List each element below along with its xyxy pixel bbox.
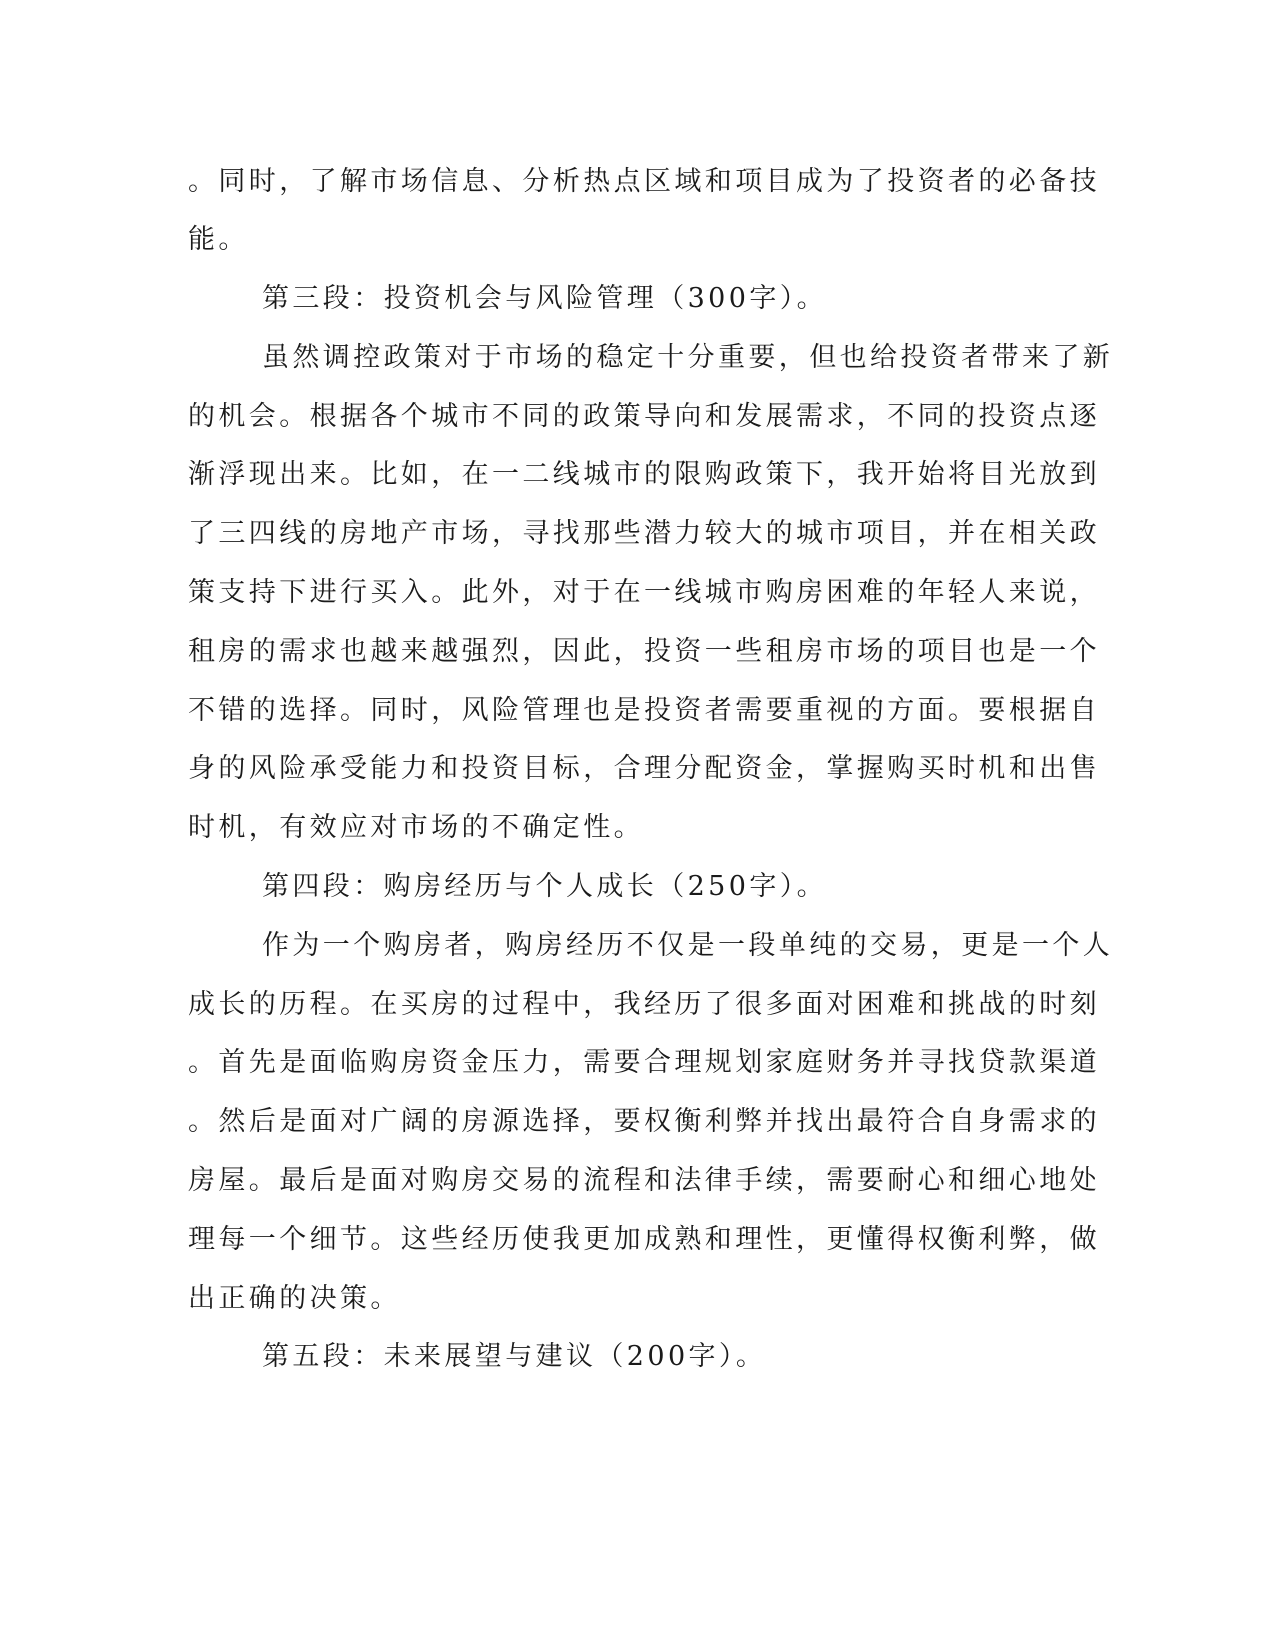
section-heading-3: 第三段：投资机会与风险管理（300字）。: [262, 283, 828, 314]
text-line-14: 作为一个购房者，购房经历不仅是一段单纯的交易，更是一个人: [262, 930, 1114, 961]
text-line-7: 了三四线的房地产市场，寻找那些潜力较大的城市项目，并在相关政: [188, 518, 1100, 549]
text-line-19: 理每一个细节。这些经历使我更加成熟和理性，更懂得权衡利弊，做: [188, 1224, 1100, 1255]
text-line-1: 。同时，了解市场信息、分析热点区域和项目成为了投资者的必备技: [188, 166, 1100, 197]
text-line-20: 出正确的决策。: [188, 1283, 401, 1314]
text-line-17: 。然后是面对广阔的房源选择，要权衡利弊并找出最符合自身需求的: [188, 1106, 1100, 1137]
section-heading-4: 第四段：购房经历与个人成长（250字）。: [262, 871, 828, 902]
text-line-4: 虽然调控政策对于市场的稳定十分重要，但也给投资者带来了新: [262, 342, 1114, 373]
text-line-2: 能。: [188, 224, 249, 255]
text-line-18: 房屋。最后是面对购房交易的流程和法律手续，需要耐心和细心地处: [188, 1165, 1100, 1196]
text-line-12: 时机，有效应对市场的不确定性。: [188, 812, 644, 843]
text-line-16: 。首先是面临购房资金压力，需要合理规划家庭财务并寻找贷款渠道: [188, 1047, 1100, 1078]
text-line-9: 租房的需求也越来越强烈，因此，投资一些租房市场的项目也是一个: [188, 636, 1100, 667]
text-line-11: 身的风险承受能力和投资目标，合理分配资金，掌握购买时机和出售: [188, 753, 1100, 784]
text-line-5: 的机会。根据各个城市不同的政策导向和发展需求，不同的投资点逐: [188, 401, 1100, 432]
section-heading-5: 第五段：未来展望与建议（200字）。: [262, 1341, 767, 1372]
text-line-8: 策支持下进行买入。此外，对于在一线城市购房困难的年轻人来说，: [188, 577, 1100, 608]
text-line-15: 成长的历程。在买房的过程中，我经历了很多面对困难和挑战的时刻: [188, 989, 1100, 1020]
text-line-10: 不错的选择。同时，风险管理也是投资者需要重视的方面。要根据自: [188, 695, 1100, 726]
text-line-6: 渐浮现出来。比如，在一二线城市的限购政策下，我开始将目光放到: [188, 459, 1100, 490]
